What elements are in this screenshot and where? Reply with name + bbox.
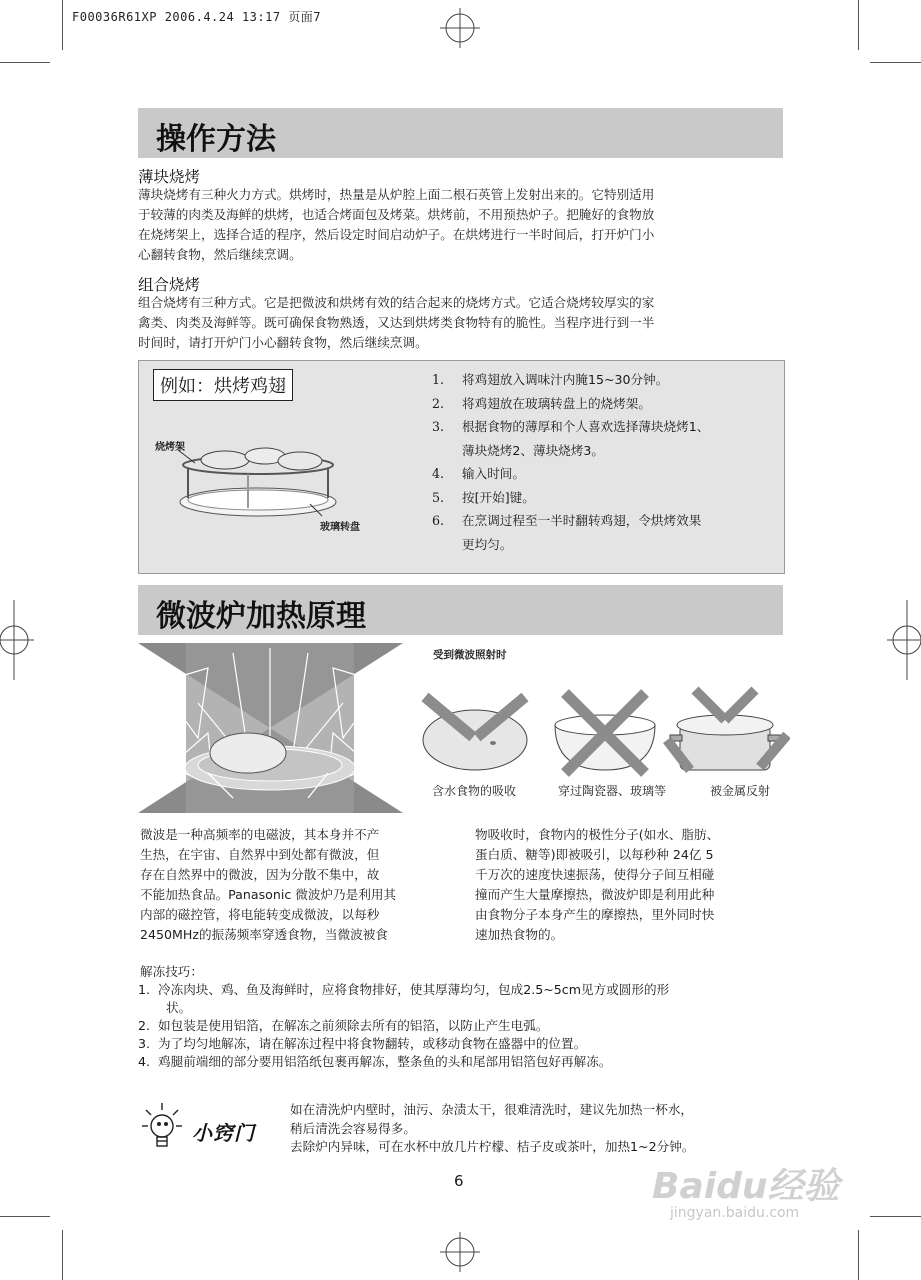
section-banner-operation — [138, 108, 783, 158]
step-item: 1. 将鸡翅放入调味汁内腌15~30分钟。 — [432, 372, 669, 387]
combo-grill-heading: 组合烧烤 — [138, 276, 201, 294]
section-title: 微波炉加热原理 — [156, 599, 366, 634]
combo-grill-text: 组合烧烤有三种方式。它是把微波和烘烤有效的结合起来的烧烤方式。它适合烧烤较厚实的家 禽类、肉类及海鲜等。既可确保食物熟透，又达到烘烤类食物特有的脆性。当程序进行到一半 时间时，请打开炉门小心翻转食物，然后继续烹调。 — [138, 295, 655, 350]
principle-text-left: 微波是一种高频率的电磁波，其本身并不产 生热，在宇宙、自然界中到处都有微波，但 存在自然界中的微波，因为分散不集中，故 不能加热食品。Panasonic 微波炉乃是利用其 内部的磁控管，将电能转变成微波，以每秒 2450MHz的振荡频率穿透食物，当微波被食 — [140, 827, 397, 942]
rack-label: 烧烤架 — [155, 442, 185, 453]
step-item: 4. 输入时间。 — [432, 466, 525, 481]
step-item: 5. 按[开始]键。 — [432, 489, 535, 505]
step-item: 3. 根据食物的薄厚和个人喜欢选择薄块烧烤1、 — [432, 419, 710, 434]
example-steps: 1. 将鸡翅放入调味汁内腌15~30分钟。 2. 将鸡翅放在玻璃转盘上的烧烤架。 3. 根据食物的薄厚和个人喜欢选择薄块烧烤1、 薄块烧烤2、薄块烧烤3。 4. 输入时间。 5. 按[开始]键。 6. 在烹调过程至一半时翻转鸡翅，令烘烤效果 更均匀。 — [432, 368, 772, 556]
caption-reflection: 被金属反射 — [710, 784, 771, 798]
thin-grill-text: 薄块烧烤有三种火力方式。烘烤时，热量是从炉腔上面二根石英管上发射出来的。它特别适用 于较薄的肉类及海鲜的烘烤，也适合烤面包及烤菜。烘烤前，不用预热炉子。把腌好的食物放 在烧烤架上，选择合适的程序，然后设定时间启动炉子。在烘烤进行一半时间后，打开炉门小 心翻转食物，然后继续烹调。 — [138, 187, 655, 262]
watermark-logo: Baidu经验 — [652, 1166, 840, 1207]
turntable-label: 玻璃转盘 — [320, 522, 360, 533]
list-item: 1. 冷冻肉块、鸡、鱼及海鲜时，应将食物排好，使其厚薄均匀，包成2.5~5cm见方或圆形的形 状。 — [138, 982, 670, 1015]
hint-text: 如在清洗炉内壁时，油污、杂渍太干，很难清洗时，建议先加热一杯水， 稍后清洗会容易得多。 去除炉内异味，可在水杯中放几片柠檬、桔子皮或茶叶，加热1~2分钟。 — [290, 1102, 695, 1154]
step-item: 2. 将鸡翅放在玻璃转盘上的烧烤架。 — [432, 395, 651, 411]
list-item: 2. 如包装是使用铝箔，在解冻之前须除去所有的铝箔，以防止产生电弧。 — [138, 1018, 549, 1033]
step-item: 6. 在烹调过程至一半时翻转鸡翅，令烘烤效果 — [432, 513, 702, 528]
caption-absorption: 含水食物的吸收 — [432, 784, 517, 798]
page-number: 6 — [454, 1172, 464, 1190]
microwave-principle-diagram — [138, 643, 403, 813]
caption-pass-through: 穿过陶瓷器、玻璃等 — [558, 784, 667, 798]
example-title: 例如：烘烤鸡翅 — [153, 369, 293, 401]
section-banner-principle — [138, 585, 783, 635]
list-item: 4. 鸡腿前端细的部分要用铝箔纸包裹再解冻，整条鱼的头和尾部用铝箔包好再解冻。 — [138, 1054, 612, 1069]
diagram-heading: 受到微波照射时 — [433, 649, 507, 661]
list-item: 3. 为了均匀地解冻，请在解冻过程中将食物翻转，或移动食物在盛器中的位置。 — [138, 1036, 587, 1051]
watermark-url: jingyan.baidu.com — [670, 1205, 800, 1221]
microwave-effects-illustration — [415, 685, 790, 780]
defrost-heading: 解冻技巧： — [140, 964, 203, 979]
hint-badge: 小窍门 — [192, 1121, 255, 1145]
section-title: 操作方法 — [156, 122, 276, 157]
lightbulb-icon — [140, 1100, 190, 1155]
principle-text-right: 物吸收时，食物内的极性分子(如水、脂肪、 蛋白质、糖等)即被吸引，以每秒种 24亿 5 千万次的速度快速振荡，使得分子间互相碰 撞而产生大量摩擦热，微波炉即是利用此种 由食物分子本身产生的摩擦热，里外同时快 速加热食物的。 — [475, 827, 720, 942]
thin-grill-heading: 薄块烧烤 — [138, 168, 201, 186]
defrost-list — [138, 981, 783, 1071]
print-header: F00036R61XP 2006.4.24 13:17 页面7 — [72, 10, 322, 24]
